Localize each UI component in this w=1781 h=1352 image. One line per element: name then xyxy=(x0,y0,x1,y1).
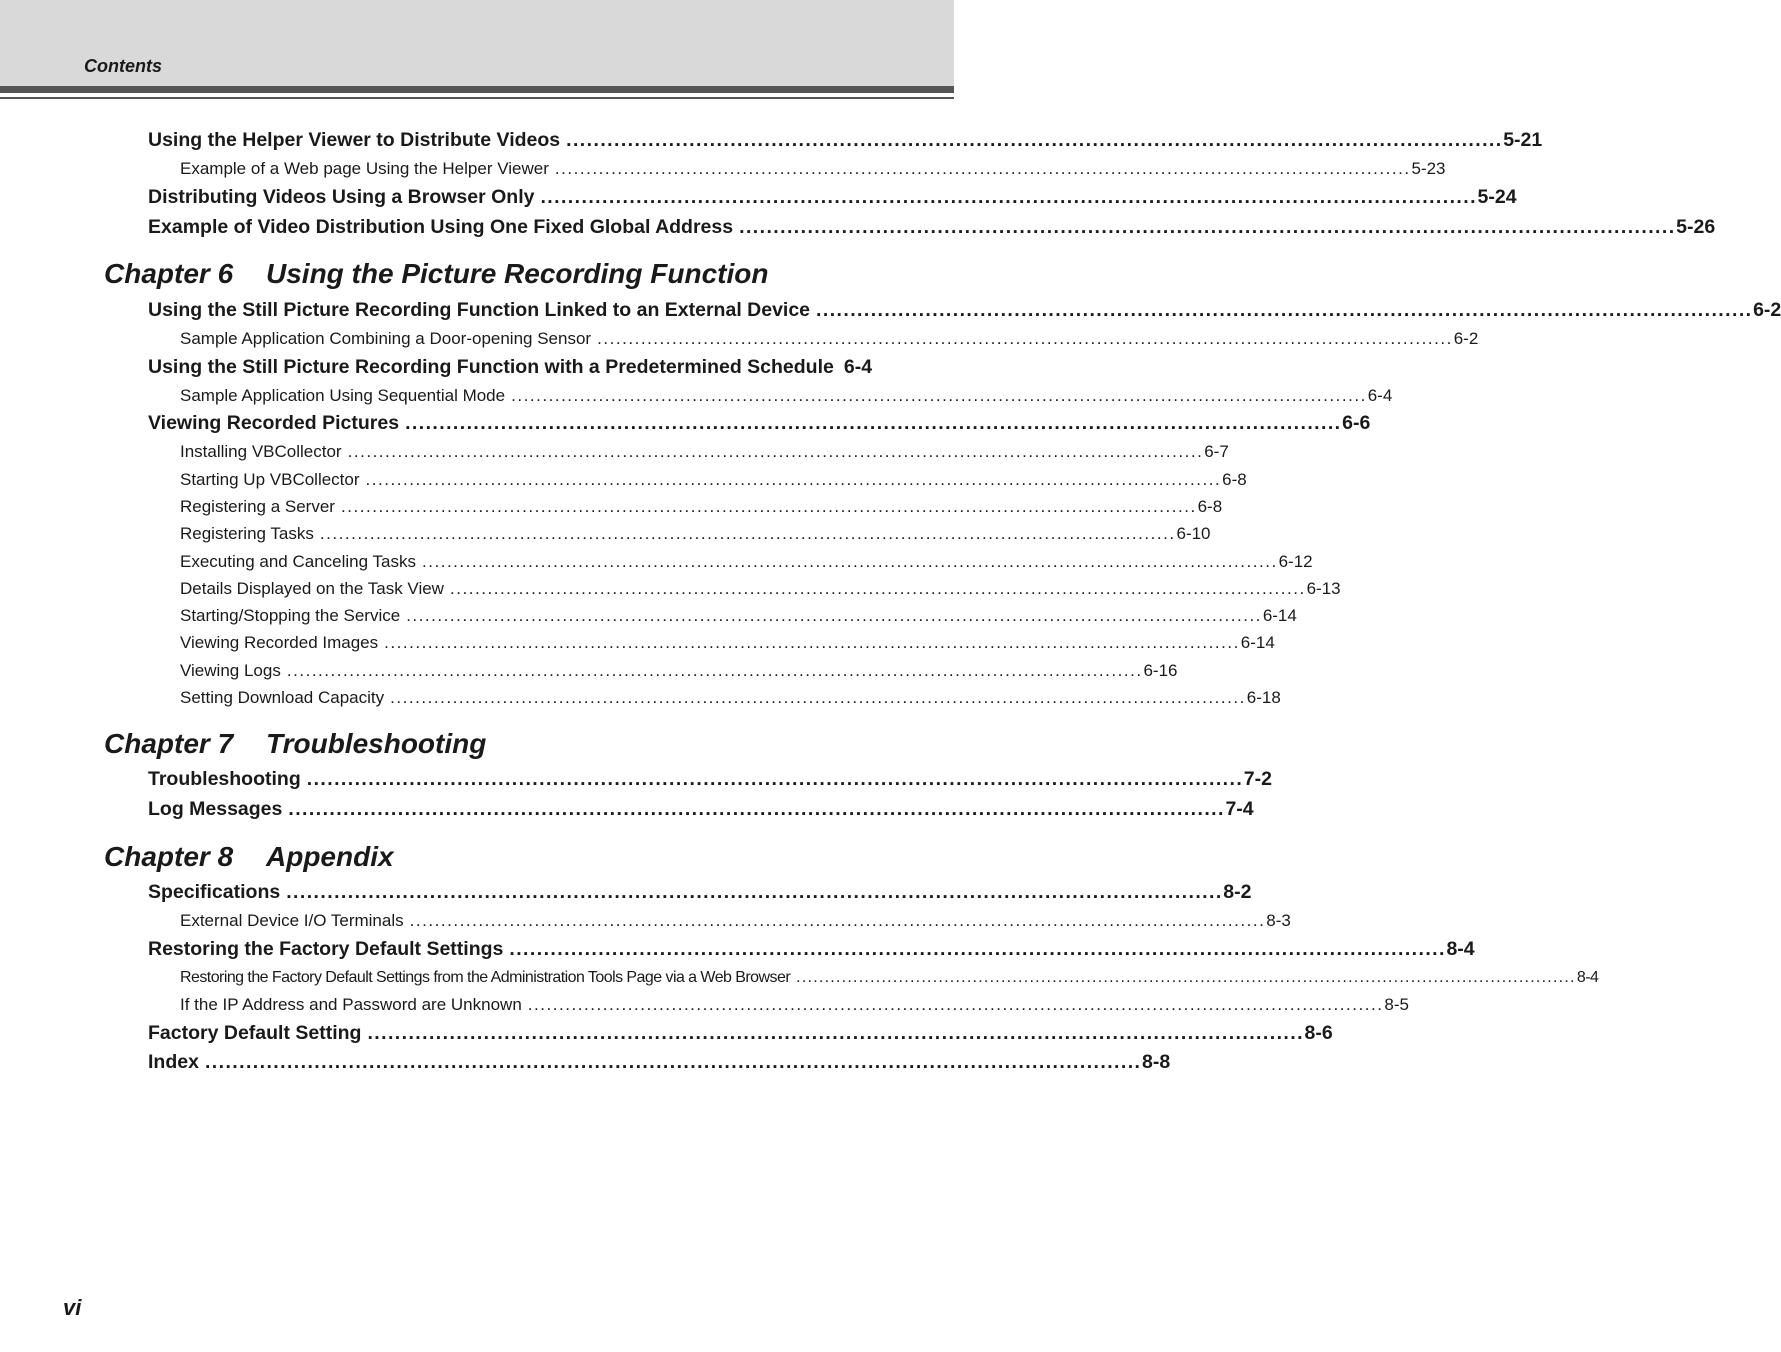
chapter-title: Appendix xyxy=(266,841,394,872)
toc-entry-title: Setting Download Capacity xyxy=(180,688,385,707)
header-rule-thick xyxy=(0,86,954,93)
dot-leader xyxy=(405,410,1338,436)
dot-leader xyxy=(390,686,1243,710)
dot-leader xyxy=(406,604,1259,628)
toc-entry-title: Starting Up VBCollector xyxy=(180,470,360,489)
toc-entry-title: Restoring the Factory Default Settings xyxy=(148,938,504,960)
toc-subentry[interactable] xyxy=(180,659,1178,683)
toc-entry-title: Using the Helper Viewer to Distribute Videos xyxy=(148,129,561,151)
toc-entry-page: 6-16 xyxy=(1143,661,1178,680)
dot-leader xyxy=(286,879,1219,905)
chapter-number: Chapter 7 xyxy=(104,728,234,759)
toc-entry-title: Registering a Server xyxy=(180,497,335,516)
toc-entry-page: 8-4 xyxy=(1446,938,1475,960)
toc-entry-page: 6-2 xyxy=(1453,329,1479,348)
toc-entry[interactable] xyxy=(148,1020,1333,1046)
dot-leader xyxy=(205,1049,1138,1075)
toc-entry-title: Factory Default Setting xyxy=(148,1022,362,1044)
toc-subentry[interactable] xyxy=(180,577,1341,601)
dot-leader xyxy=(384,631,1237,655)
toc-entry-title: Using the Still Picture Recording Function Linked to an External Device xyxy=(148,299,811,321)
toc-entry-title: Starting/Stopping the Service xyxy=(180,606,401,625)
toc-subentry[interactable] xyxy=(180,909,1291,933)
toc-entry[interactable] xyxy=(148,879,1252,905)
toc-entry-title: Example of a Web page Using the Helper Viewer xyxy=(180,159,549,178)
toc-entry-page: 6-18 xyxy=(1246,688,1281,707)
toc-entry[interactable] xyxy=(148,184,1517,210)
toc-entry-page: 7-2 xyxy=(1243,768,1272,790)
toc-entry[interactable] xyxy=(148,127,1543,153)
toc-subentry[interactable] xyxy=(180,686,1281,710)
dot-leader xyxy=(509,936,1442,962)
toc-subentry[interactable] xyxy=(180,631,1275,655)
toc-entry-page: 6-7 xyxy=(1204,442,1229,461)
toc-entry-page: 6-2 xyxy=(1753,299,1781,321)
toc-subentry[interactable] xyxy=(180,966,1599,990)
toc-entry[interactable] xyxy=(148,936,1475,962)
toc-subentry[interactable] xyxy=(180,327,1479,351)
toc-subentry[interactable] xyxy=(180,522,1211,546)
toc-entry-title: Sample Application Using Sequential Mode xyxy=(180,386,506,405)
toc-entry-page: 6-4 xyxy=(1367,386,1393,405)
toc-entry-page: 5-24 xyxy=(1477,186,1517,208)
toc-entry-page: 6-4 xyxy=(843,356,873,378)
dot-leader xyxy=(566,127,1499,153)
toc-entry-title: Installing VBCollector xyxy=(180,442,342,461)
toc-entry[interactable] xyxy=(148,410,1371,436)
toc-entry-page: 6-8 xyxy=(1197,497,1223,516)
toc-entry-page: 8-6 xyxy=(1304,1022,1333,1044)
toc-entry[interactable] xyxy=(148,354,873,380)
toc-entry-title: Restoring the Factory Default Settings from the Administration Tools Page via a Web Browser xyxy=(180,969,791,986)
toc-subentry[interactable] xyxy=(180,440,1229,464)
dot-leader xyxy=(348,440,1201,464)
page-number: vi xyxy=(63,1295,82,1320)
toc-subentry[interactable] xyxy=(180,993,1409,1017)
toc-entry-page: 6-6 xyxy=(1342,412,1371,434)
chapter-number: Chapter 8 xyxy=(104,841,234,872)
chapter-title: Troubleshooting xyxy=(266,728,487,759)
dot-leader xyxy=(597,327,1450,351)
dot-leader xyxy=(410,909,1263,933)
toc-entry-page: 5-23 xyxy=(1411,159,1446,178)
chapter-number: Chapter 6 xyxy=(104,258,234,289)
dot-leader xyxy=(796,966,1573,990)
toc-entry-title: Sample Application Combining a Door-opening Sensor xyxy=(180,329,592,348)
toc-entry-title: Details Displayed on the Task View xyxy=(180,579,444,598)
toc-entry-page: 8-5 xyxy=(1384,995,1409,1014)
toc-entry-title: Using the Still Picture Recording Function with a Predetermined Schedule xyxy=(148,356,834,378)
toc-subentry[interactable] xyxy=(180,468,1247,492)
dot-leader xyxy=(528,993,1381,1017)
toc-entry-page: 6-8 xyxy=(1222,470,1247,489)
toc-entry-title: Viewing Recorded Pictures xyxy=(148,412,400,434)
dot-leader xyxy=(511,384,1364,408)
dot-leader xyxy=(422,550,1275,574)
toc-entry-page: 7-4 xyxy=(1225,798,1254,820)
dot-leader xyxy=(450,577,1303,601)
toc-entry[interactable] xyxy=(148,766,1272,792)
toc-subentry[interactable] xyxy=(180,495,1223,519)
toc-entry-page: 8-8 xyxy=(1141,1051,1171,1073)
toc-entry-title: Distributing Videos Using a Browser Only xyxy=(148,186,535,208)
toc-entry-title: If the IP Address and Password are Unknown xyxy=(180,995,522,1014)
chapter-heading[interactable] xyxy=(104,256,768,292)
toc-entry-title: Specifications xyxy=(148,881,281,903)
running-header-title: Contents xyxy=(84,56,162,76)
toc-entry-page: 8-3 xyxy=(1266,911,1291,930)
dot-leader xyxy=(288,796,1221,822)
chapter-heading[interactable] xyxy=(104,839,394,875)
dot-leader xyxy=(287,659,1140,683)
toc-entry-title: Registering Tasks xyxy=(180,524,314,543)
chapter-title: Using the Picture Recording Function xyxy=(266,258,769,289)
toc-entry-page: 5-26 xyxy=(1676,216,1716,238)
header-rule-thin xyxy=(0,97,954,99)
toc-entry-page: 6-14 xyxy=(1240,633,1275,652)
toc-entry-title: Example of Video Distribution Using One Fixed Global Address xyxy=(148,216,734,238)
dot-leader xyxy=(320,522,1173,546)
toc-subentry[interactable] xyxy=(180,384,1393,408)
toc-entry-title: External Device I/O Terminals xyxy=(180,911,404,930)
dot-leader xyxy=(341,495,1194,519)
toc-entry-page: 6-12 xyxy=(1278,552,1313,571)
toc-subentry[interactable] xyxy=(180,550,1313,574)
toc-entry-title: Troubleshooting xyxy=(148,768,301,790)
toc-entry-title: Viewing Logs xyxy=(180,661,281,680)
dot-leader xyxy=(816,297,1749,323)
toc-entry-page: 8-2 xyxy=(1223,881,1252,903)
dot-leader xyxy=(540,184,1473,210)
dot-leader xyxy=(307,766,1240,792)
toc-entry-title: Index xyxy=(148,1051,199,1073)
toc-entry[interactable] xyxy=(148,297,1781,323)
toc-subentry[interactable] xyxy=(180,157,1446,181)
toc-entry-page: 5-21 xyxy=(1503,129,1543,151)
dot-leader xyxy=(367,1020,1300,1046)
toc-entry-title: Executing and Canceling Tasks xyxy=(180,552,416,571)
toc-entry-page: 6-14 xyxy=(1262,606,1297,625)
toc-subentry[interactable] xyxy=(180,604,1297,628)
dot-leader xyxy=(555,157,1408,181)
toc-entry[interactable] xyxy=(148,796,1254,822)
toc-entry[interactable] xyxy=(148,1049,1171,1075)
toc-entry-page: 6-10 xyxy=(1176,524,1211,543)
dot-leader xyxy=(366,468,1219,492)
toc-entry[interactable] xyxy=(148,214,1716,240)
toc-entry-page: 6-13 xyxy=(1306,579,1341,598)
dot-leader xyxy=(739,214,1672,240)
toc-entry-title: Viewing Recorded Images xyxy=(180,633,379,652)
chapter-heading[interactable] xyxy=(104,726,486,762)
toc-entry-title: Log Messages xyxy=(148,798,283,820)
toc-entry-page: 8-4 xyxy=(1576,969,1599,986)
